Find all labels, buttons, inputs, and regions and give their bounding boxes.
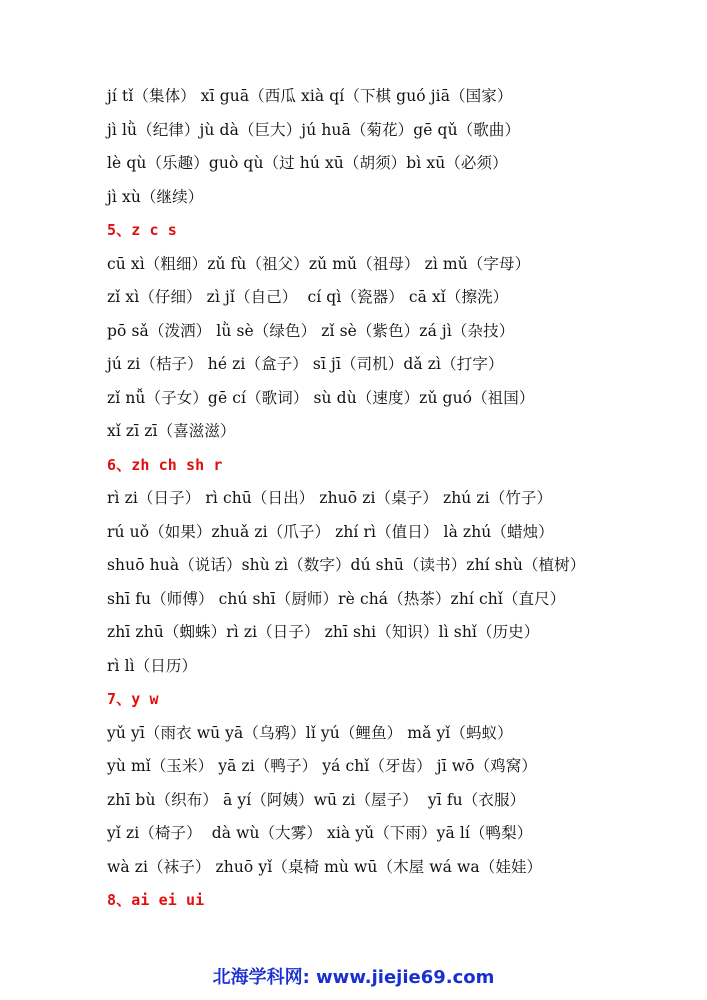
text-line: jì xù（继续） xyxy=(107,187,204,206)
text-line: jì lǜ（纪律）jù dà（巨大）jú huā（菊花）gē qǔ（歌曲） xyxy=(107,120,521,139)
footer-link[interactable]: 北海学科网: www.jiejie69.com xyxy=(212,967,495,988)
text-line: rú uǒ（如果）zhuǎ zi（爪子） zhí rì（值日） là zhú（蜡烛） xyxy=(107,522,554,541)
text-line: cū xì（粗细）zǔ fù（祖父）zǔ mǔ（祖母） zì mǔ（字母） xyxy=(107,254,531,273)
text-line: rì zi（日子） rì chū（日出） zhuō zi（桌子） zhú zi（竹子） xyxy=(107,489,553,507)
text-line: yǔ yī（雨衣 wū yā（乌鸦）lǐ yú（鲤鱼） mǎ yǐ（蚂蚁） xyxy=(107,723,513,742)
text-line: shī fu（师傅） chú shī（厨师）rè chá（热茶）zhí chǐ（直尺） xyxy=(107,589,566,608)
text-line: zǐ xì（仔细） zì jǐ（自己） cí qì（瓷器） cā xǐ（擦洗） xyxy=(107,288,509,306)
text-line: pō sǎ（泼洒） lǜ sè（绿色） zǐ sè（紫色）zá jì（杂技） xyxy=(107,321,515,340)
section-heading: 8、ai ei ui xyxy=(107,891,205,909)
document-body xyxy=(107,84,697,922)
text-line: zhī bù（织布） ā yí（阿姨）wū zi（屋子） yī fu（衣服） xyxy=(107,790,526,809)
text-line: wà zi（袜子） zhuō yǐ（桌椅 mù wū（木屋 wá wa（娃娃） xyxy=(107,857,543,876)
text-line: rì lì（日历） xyxy=(107,656,198,675)
section-heading: 5、z c s xyxy=(107,221,177,239)
text-line: lè qù（乐趣）guò qù（过 hú xū（胡须）bì xū（必须） xyxy=(107,154,508,172)
text-line: yù mǐ（玉米） yā zi（鸭子） yá chǐ（牙齿） jī wō（鸡窝） xyxy=(107,757,537,775)
text-line: jú zi（桔子） hé zi（盒子） sī jī（司机）dǎ zì（打字） xyxy=(107,355,504,373)
text-line: zǐ nǚ（子女）gē cí（歌词） sù dù（速度）zǔ guó（祖国） xyxy=(107,388,535,407)
text-line: shuō huà（说话）shù zì（数字）dú shū（读书）zhí shù（植树） xyxy=(107,556,586,574)
text-line: jí tǐ（集体） xī guā（西瓜 xià qí（下棋 guó jiā（国家） xyxy=(107,87,513,105)
text-line: zhī zhū（蜘蛛）rì zi（日子） zhī shi（知识）lì shǐ（历史） xyxy=(107,623,540,641)
text-line: yǐ zi（椅子） dà wù（大雾） xià yǔ（下雨）yā lí（鸭梨） xyxy=(107,824,533,842)
section-heading: 6、zh ch sh r xyxy=(107,455,223,474)
text-line: xǐ zī zī（喜滋滋） xyxy=(107,422,236,440)
section-heading: 7、y w xyxy=(107,690,159,708)
